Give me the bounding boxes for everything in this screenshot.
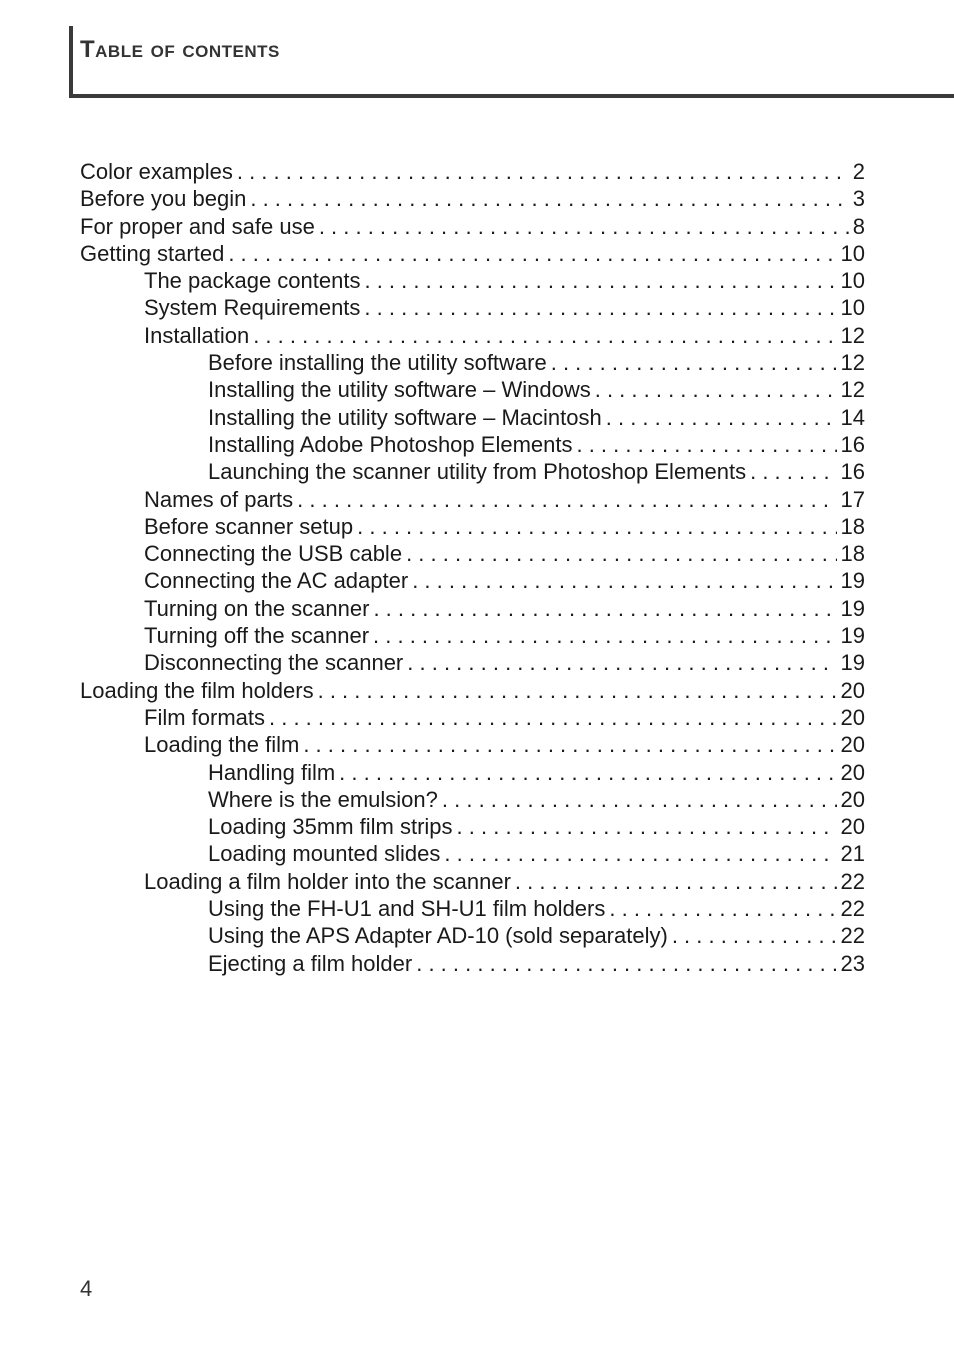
toc-dot-leader	[672, 922, 837, 949]
toc-dot-leader	[237, 158, 849, 185]
toc-entry-page: 12	[840, 350, 865, 376]
toc-entry[interactable]	[80, 759, 865, 786]
toc-entry[interactable]	[80, 868, 865, 895]
toc-dot-leader	[364, 294, 836, 321]
toc-dot-leader	[253, 322, 836, 349]
toc-entry[interactable]	[80, 677, 865, 704]
toc-entry-label: Connecting the AC adapter	[144, 568, 409, 594]
toc-dot-leader	[319, 213, 849, 240]
header-rule-horizontal	[69, 94, 954, 98]
toc-entry-page: 14	[840, 404, 865, 430]
toc-entry[interactable]	[80, 267, 865, 294]
toc-entry-label: For proper and safe use	[80, 213, 315, 239]
toc-entry[interactable]	[80, 895, 865, 922]
toc-dot-leader	[595, 376, 837, 403]
toc-entry-label: Film formats	[144, 704, 265, 730]
toc-entry[interactable]	[80, 376, 865, 403]
toc-dot-leader	[416, 950, 836, 977]
toc-entry-label: Ejecting a film holder	[208, 950, 413, 976]
toc-entry-label: Disconnecting the scanner	[144, 650, 404, 676]
toc-entry[interactable]	[80, 540, 865, 567]
toc-entry[interactable]	[80, 731, 865, 758]
toc-dot-leader	[406, 540, 836, 567]
toc-entry-page: 17	[840, 486, 865, 512]
toc-dot-leader	[373, 595, 836, 622]
toc-dot-leader	[228, 240, 836, 267]
toc-entry[interactable]	[80, 950, 865, 977]
toc-entry-page: 20	[840, 786, 865, 812]
toc-entry-label: Installing Adobe Photoshop Elements	[208, 431, 573, 457]
toc-dot-leader	[373, 622, 836, 649]
toc-entry-page: 8	[852, 213, 865, 239]
toc-entry-page: 19	[840, 623, 865, 649]
toc-entry-page: 20	[840, 759, 865, 785]
toc-entry[interactable]	[80, 704, 865, 731]
toc-dot-leader	[269, 704, 837, 731]
toc-entry-page: 10	[840, 268, 865, 294]
toc-entry[interactable]	[80, 322, 865, 349]
toc-dot-leader	[750, 458, 836, 485]
toc-entry-label: Installing the utility software – Macintosh	[208, 404, 602, 430]
toc-entry-label: Using the APS Adapter AD-10 (sold separately)	[208, 923, 668, 949]
toc-entry-page: 18	[840, 513, 865, 539]
toc-entry-label: Where is the emulsion?	[208, 786, 438, 812]
toc-dot-leader	[318, 677, 837, 704]
toc-entry-label: Color examples	[80, 159, 233, 184]
toc-dot-leader	[442, 786, 837, 813]
toc-entry-label: Turning on the scanner	[144, 595, 370, 621]
toc-entry-label: Before installing the utility software	[208, 350, 547, 376]
toc-dot-leader	[551, 349, 837, 376]
toc-entry[interactable]	[80, 486, 865, 513]
toc-entry-page: 20	[840, 677, 865, 703]
toc-entry-page: 19	[840, 568, 865, 594]
page-number: 4	[80, 1276, 93, 1301]
toc-entry-label: Handling film	[208, 759, 336, 785]
toc-dot-leader	[357, 513, 836, 540]
toc-entry[interactable]	[80, 922, 865, 949]
table-of-contents	[80, 158, 865, 977]
toc-entry-page: 20	[840, 814, 865, 840]
toc-dot-leader	[339, 759, 836, 786]
toc-entry-label: Loading the film holders	[80, 677, 314, 703]
toc-entry-page: 16	[840, 459, 865, 485]
toc-entry[interactable]	[80, 813, 865, 840]
toc-entry-label: Loading the film	[144, 732, 300, 758]
toc-entry-page: 10	[840, 295, 865, 321]
toc-entry[interactable]	[80, 595, 865, 622]
toc-entry-page: 2	[852, 159, 865, 184]
toc-dot-leader	[364, 267, 836, 294]
toc-entry-page: 19	[840, 595, 865, 621]
toc-dot-leader	[303, 731, 836, 758]
toc-entry-page: 22	[840, 923, 865, 949]
toc-entry[interactable]	[80, 349, 865, 376]
toc-dot-leader	[297, 486, 836, 513]
toc-entry-label: Connecting the USB cable	[144, 541, 403, 567]
toc-entry-label: Loading mounted slides	[208, 841, 441, 867]
toc-entry-label: Using the FH-U1 and SH-U1 film holders	[208, 896, 606, 922]
toc-entry-label: System Requirements	[144, 295, 361, 321]
toc-entry-page: 12	[840, 322, 865, 348]
toc-entry-page: 22	[840, 868, 865, 894]
toc-entry-label: Launching the scanner utility from Photoshop Elements	[208, 459, 747, 485]
toc-entry-page: 18	[840, 541, 865, 567]
toc-entry-page: 16	[840, 431, 865, 457]
toc-dot-leader	[457, 813, 837, 840]
toc-dot-leader	[412, 567, 836, 594]
toc-entry-page: 3	[852, 186, 865, 212]
toc-entry[interactable]	[80, 294, 865, 321]
toc-entry[interactable]	[80, 567, 865, 594]
toc-dot-leader	[609, 895, 836, 922]
toc-entry-label: Installing the utility software – Windows	[208, 377, 591, 403]
toc-entry-label: Turning off the scanner	[144, 623, 370, 649]
toc-dot-leader	[250, 185, 848, 212]
toc-entry[interactable]	[80, 431, 865, 458]
toc-entry-label: Installation	[144, 322, 250, 348]
header-rule-vertical	[69, 26, 73, 98]
toc-entry[interactable]	[80, 513, 865, 540]
toc-entry-label: Loading 35mm film strips	[208, 814, 453, 840]
toc-dot-leader	[515, 868, 837, 895]
toc-entry-page: 22	[840, 896, 865, 922]
toc-entry-label: Getting started	[80, 240, 225, 266]
toc-entry-page: 10	[840, 240, 865, 266]
toc-entry-page: 23	[840, 950, 865, 976]
toc-dot-leader	[606, 404, 837, 431]
toc-entry-page: 19	[840, 650, 865, 676]
toc-entry-label: Before scanner setup	[144, 513, 354, 539]
toc-entry-label: Before you begin	[80, 186, 247, 212]
toc-entry[interactable]	[80, 213, 865, 240]
page-title: Table of contents	[80, 36, 280, 63]
toc-dot-leader	[444, 840, 836, 867]
toc-entry[interactable]	[80, 622, 865, 649]
toc-entry-label: Loading a film holder into the scanner	[144, 868, 511, 894]
toc-entry[interactable]	[80, 840, 865, 867]
toc-entry[interactable]	[80, 404, 865, 431]
toc-entry[interactable]	[80, 458, 865, 485]
toc-entry[interactable]	[80, 185, 865, 212]
toc-entry-label: The package contents	[144, 268, 361, 294]
toc-entry-label: Names of parts	[144, 486, 294, 512]
toc-entry-page: 20	[840, 732, 865, 758]
toc-entry[interactable]	[80, 786, 865, 813]
toc-entry[interactable]	[80, 240, 865, 267]
toc-dot-leader	[576, 431, 836, 458]
toc-entry[interactable]	[80, 158, 865, 185]
toc-dot-leader	[407, 649, 836, 676]
toc-entry[interactable]	[80, 649, 865, 676]
toc-entry-page: 21	[840, 841, 865, 867]
toc-entry-page: 12	[840, 377, 865, 403]
toc-entry-page: 20	[840, 704, 865, 730]
